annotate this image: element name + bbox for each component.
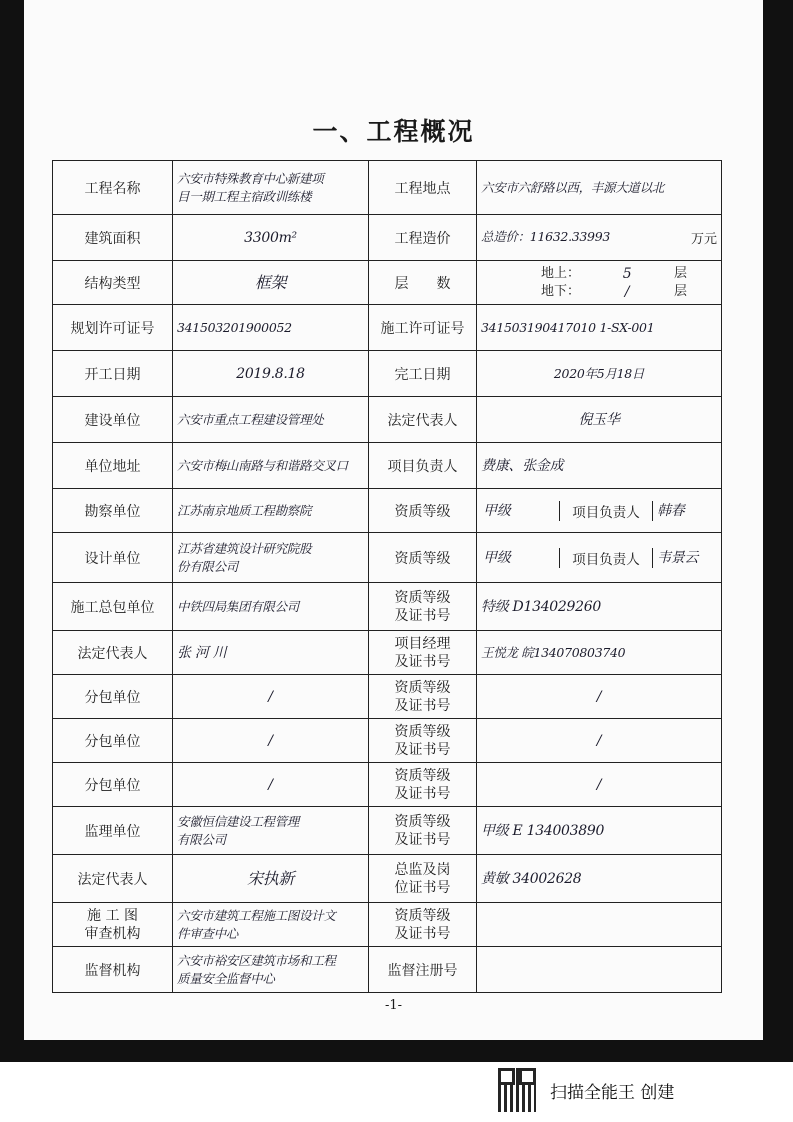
contractor-rep-value: 张 河 川 [173,631,369,675]
design-qualification-label: 资质等级 [369,533,477,583]
design-label: 设计单位 [53,533,173,583]
design-pm-value: 韦景云 [657,549,699,566]
table-row [53,903,722,947]
subcontractor-label-3: 分包单位 [53,763,173,807]
supervision-label: 监理单位 [53,807,173,855]
project-overview-table [52,160,722,993]
table-row [53,397,722,443]
contractor-cert-label: 资质等级 及证书号 [369,583,477,631]
supervision-rep-value: 宋执新 [173,855,369,903]
project-name-label: 工程名称 [53,161,173,215]
survey-qualification-label: 资质等级 [369,489,477,533]
supervision-rep-label: 法定代表人 [53,855,173,903]
project-manager-label: 项目负责人 [369,443,477,489]
owner-address-label: 单位地址 [53,443,173,489]
subcontractor-value-2: / [173,719,369,763]
contractor-value: 中铁四局集团有限公司 [173,583,369,631]
page-number: -1- [384,998,403,1013]
chief-supervisor-value: 黄敏 34002628 [477,855,722,903]
design-grade-cell [477,533,722,583]
legal-rep-value: 倪玉华 [477,397,722,443]
planning-permit-label: 规划许可证号 [53,305,173,351]
scan-border-left [0,0,24,1062]
subcontractor-value-1: / [173,675,369,719]
review-cert-value [477,903,722,947]
table-row [53,631,722,675]
construction-permit-label: 施工许可证号 [369,305,477,351]
table-row [53,583,722,631]
subcontractor-cert-value-3: / [477,763,722,807]
cost-value: 总造价：11632.33993 [481,229,611,244]
subcontractor-cert-label-2: 资质等级 及证书号 [369,719,477,763]
cost-unit: 万元 [690,232,717,247]
floors-cell [477,261,722,305]
pm-cert-value: 王悦龙 皖134070803740 [477,631,722,675]
survey-pm-label: 项目负责人 [560,501,653,521]
table-row [53,947,722,993]
table-row [53,215,722,261]
table-row [53,533,722,583]
subcontractor-label-1: 分包单位 [53,675,173,719]
design-value: 江苏省建筑设计研究院股 份有限公司 [173,533,369,583]
supervision-value: 安徽恒信建设工程管理 有限公司 [173,807,369,855]
table-row [53,719,722,763]
contractor-cert-value: 特级 D134029260 [477,583,722,631]
floors-label: 层 数 [369,261,477,305]
subcontractor-value-3: / [173,763,369,807]
subcontractor-cert-value-1: / [477,675,722,719]
start-date-value: 2019.8.18 [173,351,369,397]
table-row [53,763,722,807]
above-ground-row: 地上： 5 层 [541,265,687,282]
construction-permit-value: 341503190417010 1-SX-001 [477,305,722,351]
page-title: 一、工程概况 [312,117,475,146]
document-page [24,0,763,1040]
monitor-reg-value [477,947,722,993]
review-cert-label: 资质等级 及证书号 [369,903,477,947]
project-manager-value: 费康、张金成 [477,443,722,489]
owner-label: 建设单位 [53,397,173,443]
cost-label: 工程造价 [369,215,477,261]
scan-border-right [763,0,793,1062]
chief-supervisor-label: 总监及岗 位证书号 [369,855,477,903]
start-date-label: 开工日期 [53,351,173,397]
table-row [53,261,722,305]
table-row [53,675,722,719]
area-label: 建筑面积 [53,215,173,261]
table-row [53,351,722,397]
monitor-reg-label: 监督注册号 [369,947,477,993]
monitor-value: 六安市裕安区建筑市场和工程 质量安全监督中心 [173,947,369,993]
table-row [53,807,722,855]
survey-label: 勘察单位 [53,489,173,533]
contractor-label: 施工总包单位 [53,583,173,631]
survey-pm-value: 韩春 [657,502,685,519]
subcontractor-cert-value-2: / [477,719,722,763]
design-grade: 甲级 [477,548,560,568]
area-value: 3300m² [173,215,369,261]
subcontractor-cert-label-1: 资质等级 及证书号 [369,675,477,719]
owner-value: 六安市重点工程建设管理处 [173,397,369,443]
subcontractor-label-2: 分包单位 [53,719,173,763]
cost-cell [477,215,722,261]
below-ground-row: 地下： / 层 [541,283,687,300]
subcontractor-cert-label-3: 资质等级 及证书号 [369,763,477,807]
planning-permit-value: 341503201900052 [173,305,369,351]
table-row [53,161,722,215]
legal-rep-label: 法定代表人 [369,397,477,443]
supervision-cert-label: 资质等级 及证书号 [369,807,477,855]
finish-date-label: 完工日期 [369,351,477,397]
drawing-review-label: 施 工 图 审查机构 [53,903,173,947]
contractor-rep-label: 法定代表人 [53,631,173,675]
structure-value: 框架 [173,261,369,305]
table-row [53,855,722,903]
table-row [53,443,722,489]
qr-code-icon [498,1068,536,1112]
table-row [53,305,722,351]
survey-value: 江苏南京地质工程勘察院 [173,489,369,533]
table-row [53,489,722,533]
survey-grade-cell [477,489,722,533]
survey-grade: 甲级 [477,501,560,521]
pm-cert-label: 项目经理 及证书号 [369,631,477,675]
scanner-watermark [498,1068,674,1112]
design-pm-label: 项目负责人 [560,548,653,568]
scan-border-bottom [0,1040,793,1062]
owner-address-value: 六安市梅山南路与和谐路交叉口 [173,443,369,489]
drawing-review-value: 六安市建筑工程施工图设计文 件审查中心 [173,903,369,947]
location-value: 六安市六舒路以西，丰源大道以北 [477,161,722,215]
monitor-label: 监督机构 [53,947,173,993]
scanner-brand-label: 扫描全能王 创建 [550,1082,675,1103]
structure-label: 结构类型 [53,261,173,305]
location-label: 工程地点 [369,161,477,215]
supervision-cert-value: 甲级 E 134003890 [477,807,722,855]
project-name-value: 六安市特殊教育中心新建项 目一期工程主宿政训练楼 [173,161,369,215]
finish-date-value: 2020年5月18日 [477,351,722,397]
